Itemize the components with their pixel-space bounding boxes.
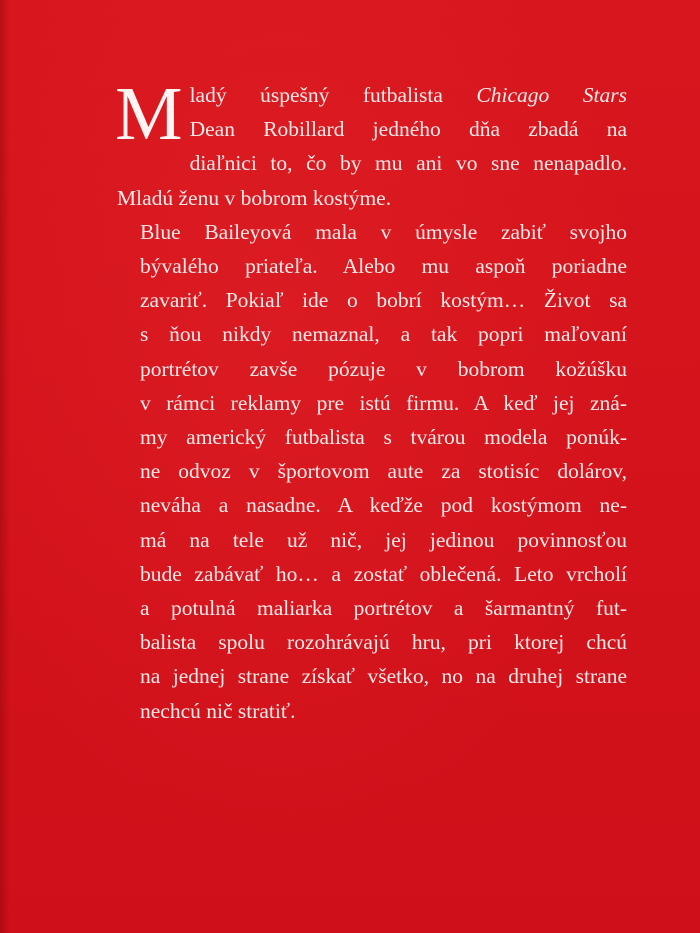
- blurb-line: nechcú nič stratiť.: [140, 698, 296, 723]
- team-name-italic: Chicago Stars: [476, 83, 627, 107]
- blurb-line: na jednej strane získať všetko, no na druhej strane: [140, 664, 627, 689]
- blurb-line: Mladú ženu v bobrom kostýme.: [117, 185, 392, 210]
- blurb-paragraph-2: [117, 215, 627, 728]
- blurb-line: balista spolu rozohrávajú hru, pri ktorej chcú: [140, 630, 627, 655]
- blurb-line: neváha a nasadne. A keďže pod kostýmom ne-: [140, 493, 627, 518]
- blurb-line: v rámci reklamy pre istú firmu. A keď jej zná-: [140, 390, 627, 415]
- drop-cap-letter: M: [115, 72, 183, 156]
- blurb-line: Blue Baileyová mala v úmysle zabiť svojho: [140, 219, 627, 244]
- cover-blurb: [115, 72, 627, 728]
- spine-shadow: [0, 0, 10, 933]
- blurb-line: s ňou nikdy nemaznal, a tak popri maľovaní: [140, 322, 627, 347]
- blurb-line: ne odvoz v športovom aute za stotisíc dolárov,: [140, 459, 627, 484]
- blurb-paragraph-1: [115, 72, 627, 215]
- blurb-line: portrétov zavše pózuje v bobrom kožúšku: [140, 356, 627, 381]
- blurb-line: zavariť. Pokiaľ ide o bobrí kostým… Život sa: [140, 288, 627, 313]
- blurb-line: [117, 78, 627, 112]
- blurb-line: my americký futbalista s tvárou modela ponúk-: [140, 425, 627, 450]
- blurb-text: ladý úspešný futbalista: [189, 83, 477, 107]
- blurb-line: a potulná maliarka portrétov a šarmantný fut-: [140, 596, 627, 621]
- blurb-line: bývalého priateľa. Alebo mu aspoň poriadne: [140, 254, 627, 279]
- blurb-line: bude zabávať ho… a zostať oblečená. Leto vrcholí: [140, 561, 627, 586]
- blurb-line: diaľnici to, čo by mu ani vo sne nenapadlo.: [189, 151, 627, 176]
- blurb-line: má na tele už nič, jej jedinou povinnosťou: [140, 527, 627, 552]
- blurb-line: Dean Robillard jedného dňa zbadá na: [189, 117, 627, 142]
